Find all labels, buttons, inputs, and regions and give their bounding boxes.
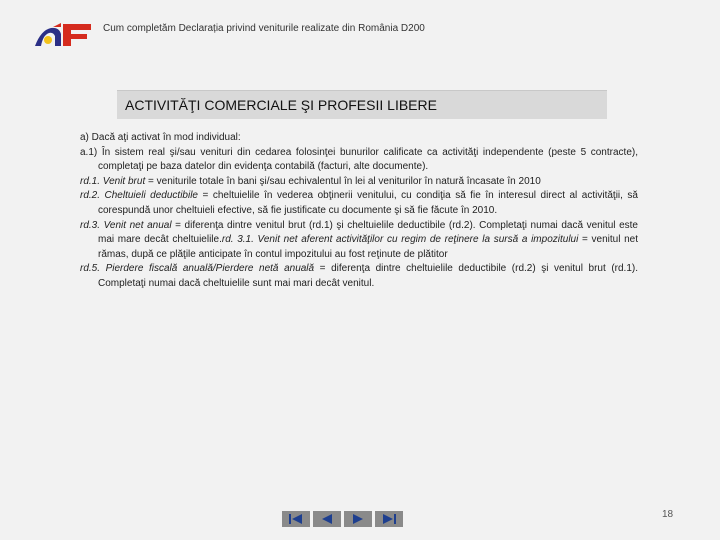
rd31-label: rd. 3.1. Venit net aferent activităţilor cu regim de reţinere la sursă a impozitului [221,234,579,246]
page-number: 18 [662,509,674,520]
last-slide-button[interactable] [375,511,403,527]
slide-navigation [282,511,403,527]
last-slide-icon [381,513,397,525]
previous-slide-button[interactable] [313,511,341,527]
next-slide-icon [350,513,366,525]
rd5-label: rd.5. Pierdere fiscală anuală/Pierdere netă anuală [80,263,315,275]
paragraph-rd1 [80,175,638,190]
previous-slide-icon [319,513,335,525]
rd2-label: rd.2. Cheltuieli deductibile [80,190,198,202]
rd1-label: rd.1. Venit brut [80,175,146,187]
content-body [80,131,638,292]
paragraph-rd3 [80,219,638,263]
paragraph-a1: a.1) În sistem real şi/sau venituri din cedarea folosinţei bunurilor calificate ca activităţi independente (peste 5 contracte), completaţi pe baza datelor din evidenţa contabilă (facturi, alte documente). [80,146,638,173]
rd3-text: = diferenţa dintre venitul brut (rd.1) şi cheltuielile deductibile (rd.2). Completaţi numai dacă venitul este mai mare decât cheltuielile. [98,219,638,246]
rd5-text: = diferenţa dintre cheltuielile deductibile (rd.2) şi venitul brut (rd.1). Completaţi numai dacă cheltuielile sunt mai mari decât venitul. [98,263,638,289]
next-slide-button[interactable] [344,511,372,527]
first-slide-button[interactable] [282,511,310,527]
paragraph-rd5 [80,262,638,291]
rd2-text: = cheltuielile în vederea obţinerii venitului, cu condiţia să fie în interesul direct al activităţii, să corespundă unor cheltuieli efective, să fie justificate cu documente şi să fie făcute în 2010. [98,190,638,216]
header-title: Cum completăm Declarația privind veniturile realizate din România D200 [103,23,425,34]
paragraph-rd2 [80,189,638,218]
section-title-bar [117,90,607,119]
section-title: ACTIVITĂŢI COMERCIALE ŞI PROFESII LIBERE [125,97,437,113]
first-slide-icon [288,513,304,525]
anaf-logo-icon [33,22,93,48]
rd3-label: rd.3. Venit net anual [80,219,172,231]
content-heading: a) Dacă aţi activat în mod individual: [80,132,241,143]
rd1-text: = veniturile totale în bani şi/sau echivalentul în lei al veniturilor în natură încasate în 2010 [145,175,541,187]
rd31-text: = venitul net rămas, după ce plăţile anticipate în contul impozitului au fost reţinute de plătitor [98,234,639,260]
